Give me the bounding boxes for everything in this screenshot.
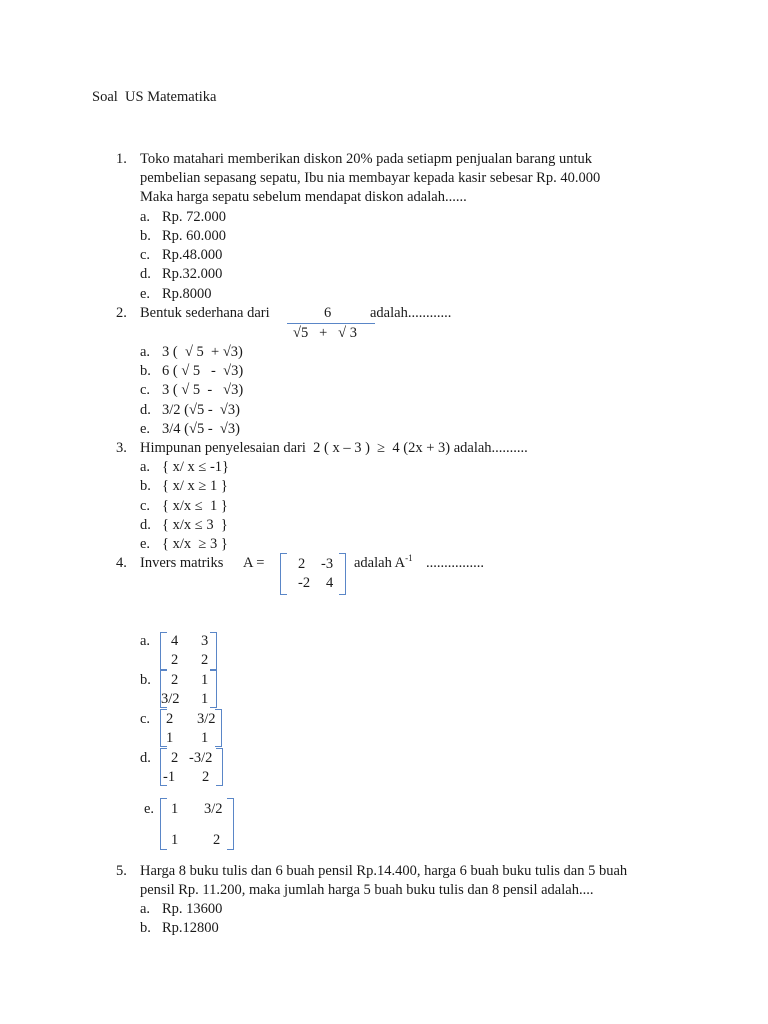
inverse-superscript: -1: [405, 553, 413, 564]
question-text-line: Harga 8 buku tulis dan 6 buah pensil Rp.14.400, harga 6 buah buku tulis dan 5 buah: [140, 863, 628, 879]
answer-dots: ................: [426, 555, 484, 571]
option-letter: c.: [140, 382, 151, 398]
option-letter: b.: [140, 478, 151, 494]
matrix-cell: 2: [298, 556, 306, 572]
matrix-label: A =: [243, 555, 265, 571]
option-letter: b.: [140, 363, 151, 379]
option-letter: d.: [140, 750, 151, 766]
option-text: Rp.48.000: [162, 247, 223, 263]
option-letter: c.: [140, 711, 151, 727]
matrix-cell: -3: [321, 556, 334, 572]
question-text: Bentuk sederhana dari: [140, 305, 270, 321]
matrix-cell: 1: [166, 730, 174, 746]
option-letter: a.: [140, 459, 151, 475]
matrix-left-bracket: [280, 553, 287, 595]
fraction-numerator: 6: [324, 305, 332, 321]
question-text-line: pensil Rp. 11.200, maka jumlah harga 5 buah buku tulis dan 8 pensil adalah....: [140, 882, 594, 898]
question-text: Himpunan penyelesaian dari 2 ( x – 3 ) ≥ 4 (2x + 3) adalah..........: [140, 440, 528, 456]
option-letter: e.: [140, 536, 151, 552]
option-text: Rp.8000: [162, 286, 212, 302]
option-text: 6 ( √ 5 - √3): [162, 363, 244, 379]
matrix-left-bracket: [160, 632, 167, 670]
option-letter: e.: [140, 286, 151, 302]
matrix-cell: 1: [171, 832, 179, 848]
question-text-line: pembelian sepasang sepatu, Ibu nia membayar kepada kasir sebesar Rp. 40.000: [140, 170, 601, 186]
option-text: Rp.32.000: [162, 266, 223, 282]
question-number: 1.: [116, 151, 127, 167]
matrix-right-bracket: [210, 632, 217, 670]
matrix-left-bracket: [160, 798, 167, 850]
option-letter: a.: [140, 901, 151, 917]
matrix-right-bracket: [339, 553, 346, 595]
matrix-cell: 1: [201, 672, 209, 688]
option-text: Rp. 72.000: [162, 209, 227, 225]
matrix-cell: 4: [326, 575, 334, 591]
matrix-cell: 3: [201, 633, 209, 649]
option-text: Rp.12800: [162, 920, 219, 936]
question-number: 2.: [116, 305, 127, 321]
option-text: Rp. 13600: [162, 901, 223, 917]
matrix-right-bracket: [210, 670, 217, 708]
question-number: 4.: [116, 555, 127, 571]
option-text: { x/x ≥ 3 }: [162, 536, 228, 552]
question-text-line: Maka harga sepatu sebelum mendapat diskon adalah......: [140, 189, 467, 205]
page-title: Soal US Matematika: [92, 89, 217, 105]
option-letter: a.: [140, 344, 151, 360]
option-letter: d.: [140, 402, 151, 418]
matrix-cell: 2: [171, 750, 179, 766]
question-text: Invers matriks: [140, 555, 224, 571]
option-text: 3/2 (√5 - √3): [162, 402, 240, 418]
option-letter: c.: [140, 498, 151, 514]
matrix-cell: 2: [166, 711, 174, 727]
matrix-cell: 3/2: [197, 711, 216, 727]
matrix-right-bracket: [215, 709, 222, 747]
matrix-right-bracket: [227, 798, 234, 850]
option-letter: b.: [140, 672, 151, 688]
option-letter: e.: [144, 801, 155, 817]
option-letter: b.: [140, 228, 151, 244]
option-text: 3 ( √ 5 - √3): [162, 382, 244, 398]
option-text: 3/4 (√5 - √3): [162, 421, 240, 437]
question-text-line: Toko matahari memberikan diskon 20% pada setiapm penjualan barang untuk: [140, 151, 592, 167]
matrix-cell: 3/2: [161, 691, 180, 707]
question-text: adalah A: [354, 555, 406, 571]
matrix-cell: 1: [201, 691, 209, 707]
question-number: 5.: [116, 863, 127, 879]
option-text: { x/x ≤ 1 }: [162, 498, 228, 514]
matrix-cell: 2: [171, 652, 179, 668]
option-text: { x/ x ≤ -1}: [162, 459, 229, 475]
matrix-cell: 3/2: [204, 801, 223, 817]
matrix-cell: -2: [298, 575, 311, 591]
option-text: { x/x ≤ 3 }: [162, 517, 228, 533]
option-letter: d.: [140, 266, 151, 282]
option-letter: b.: [140, 920, 151, 936]
option-text: 3 ( √ 5 + √3): [162, 344, 243, 360]
matrix-cell: 1: [201, 730, 209, 746]
matrix-cell: 1: [171, 801, 179, 817]
matrix-cell: 2: [201, 652, 209, 668]
matrix-right-bracket: [216, 748, 223, 786]
matrix-cell: 2: [171, 672, 179, 688]
question-text: adalah............: [370, 305, 452, 321]
matrix-cell: -1: [163, 769, 176, 785]
matrix-cell: -3/2: [189, 750, 213, 766]
option-letter: c.: [140, 247, 151, 263]
option-text: { x/ x ≥ 1 }: [162, 478, 228, 494]
option-letter: e.: [140, 421, 151, 437]
option-letter: d.: [140, 517, 151, 533]
matrix-cell: 4: [171, 633, 179, 649]
matrix-cell: 2: [213, 832, 221, 848]
option-letter: a.: [140, 209, 151, 225]
question-number: 3.: [116, 440, 127, 456]
option-letter: a.: [140, 633, 151, 649]
option-text: Rp. 60.000: [162, 228, 227, 244]
fraction-denominator: √5 + √ 3: [293, 325, 357, 341]
matrix-cell: 2: [202, 769, 210, 785]
